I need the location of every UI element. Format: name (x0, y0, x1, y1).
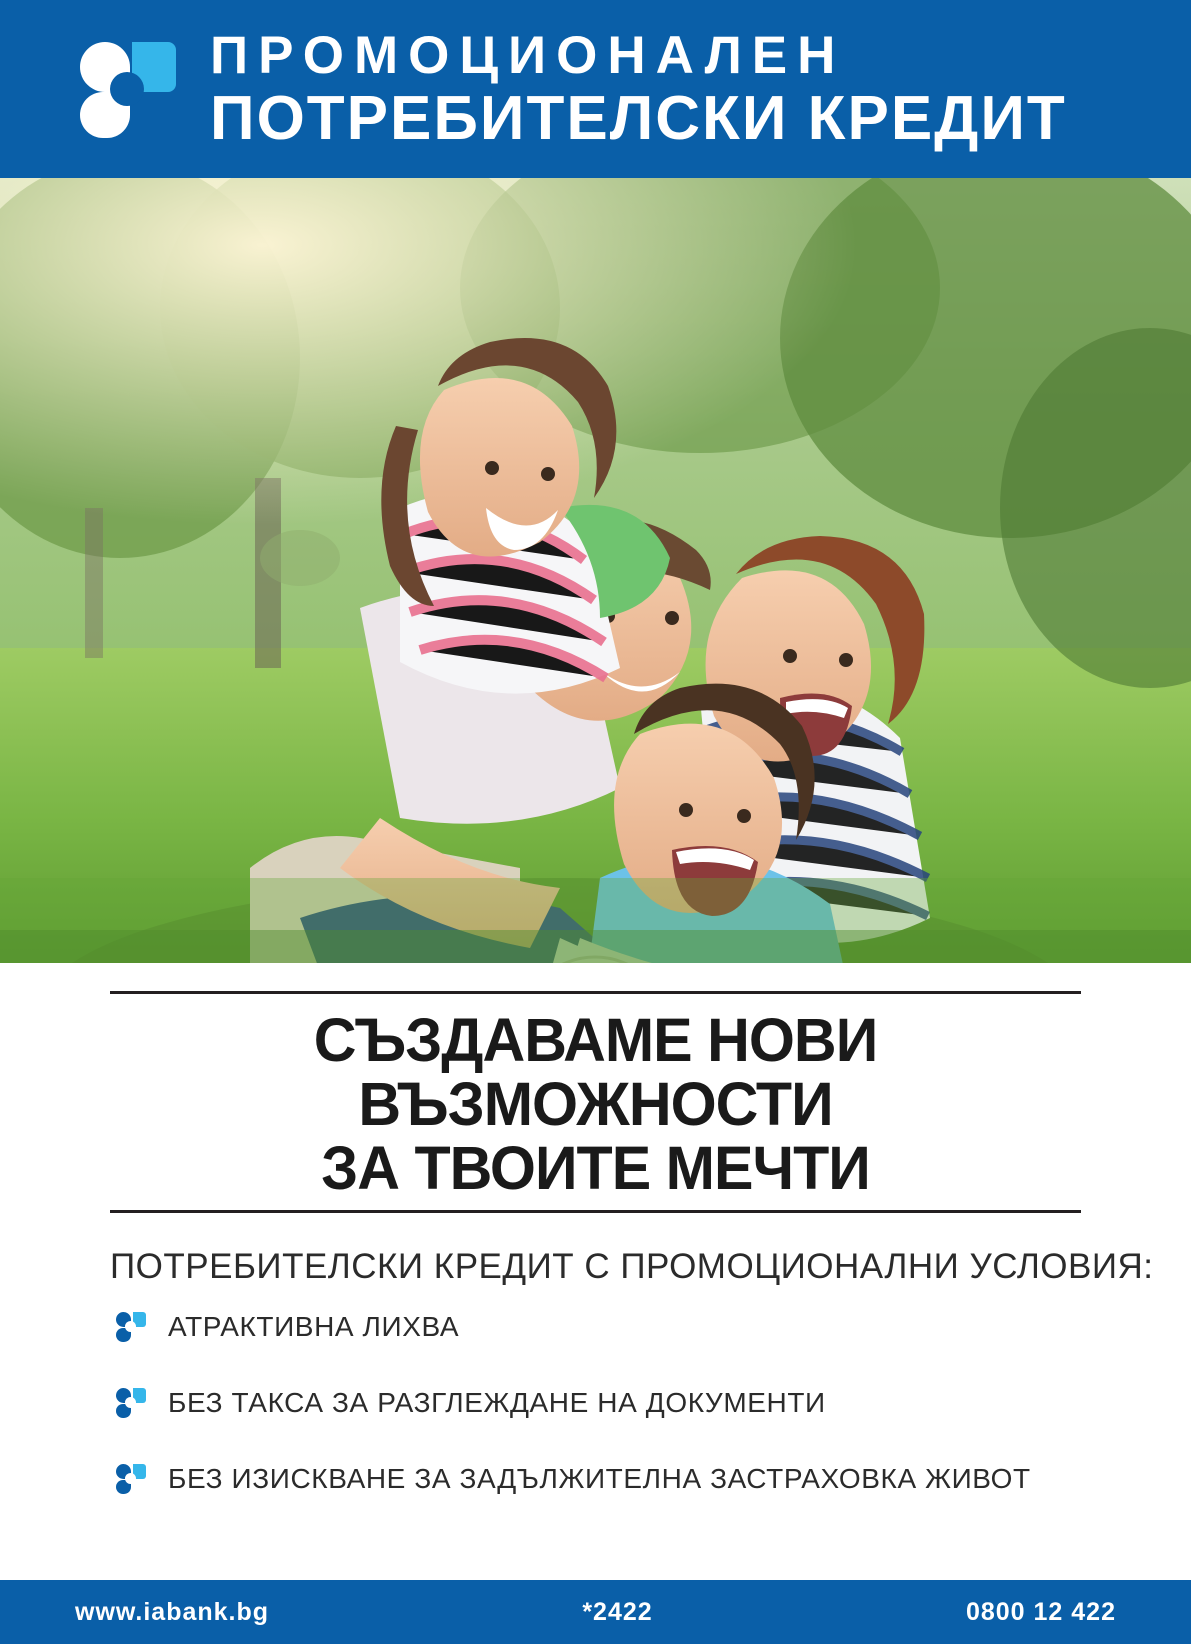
header-title-line2: ПОТРЕБИТЕЛСКИ КРЕДИТ (210, 83, 1067, 153)
footer-short-number[interactable]: *2422 (582, 1597, 653, 1626)
iabank-logo-icon (80, 42, 176, 138)
poster-body (0, 963, 1191, 1580)
benefit-list (110, 1311, 1081, 1495)
headline-line-1: СЪЗДАВАМЕ НОВИ ВЪЗМОЖНОСТИ (313, 1006, 878, 1139)
headline-line-2: ЗА ТВОИТЕ МЕЧТИ (321, 1134, 870, 1203)
hero-photo (0, 178, 1191, 963)
poster-footer (0, 1580, 1191, 1644)
page-title (125, 994, 1067, 1210)
iabank-bullet-icon (116, 1312, 146, 1342)
list-item (116, 1387, 1081, 1419)
list-item (116, 1311, 1081, 1343)
list-item (116, 1463, 1081, 1495)
benefit-label-2: БЕЗ ТАКСА ЗА РАЗГЛЕЖДАНЕ НА ДОКУМЕНТИ (168, 1387, 826, 1419)
benefit-label-1: АТРАКТИВНА ЛИХВА (168, 1311, 460, 1343)
header-title-line1: ПРОМОЦИОНАЛЕН (210, 25, 846, 85)
poster-header (0, 0, 1191, 178)
benefit-label-3: БЕЗ ИЗИСКВАНЕ ЗА ЗАДЪЛЖИТЕЛНА ЗАСТРАХОВКА ЖИВОТ (168, 1463, 1031, 1495)
subheading: ПОТРЕБИТЕЛСКИ КРЕДИТ С ПРОМОЦИОНАЛНИ УСЛОВИЯ: (110, 1247, 1154, 1287)
iabank-bullet-icon (116, 1464, 146, 1494)
footer-phone-number[interactable]: 0800 12 422 (965, 1597, 1116, 1626)
iabank-bullet-icon (116, 1388, 146, 1418)
footer-website-link[interactable]: www.iabank.bg (75, 1597, 270, 1626)
header-title-block (210, 25, 1067, 153)
